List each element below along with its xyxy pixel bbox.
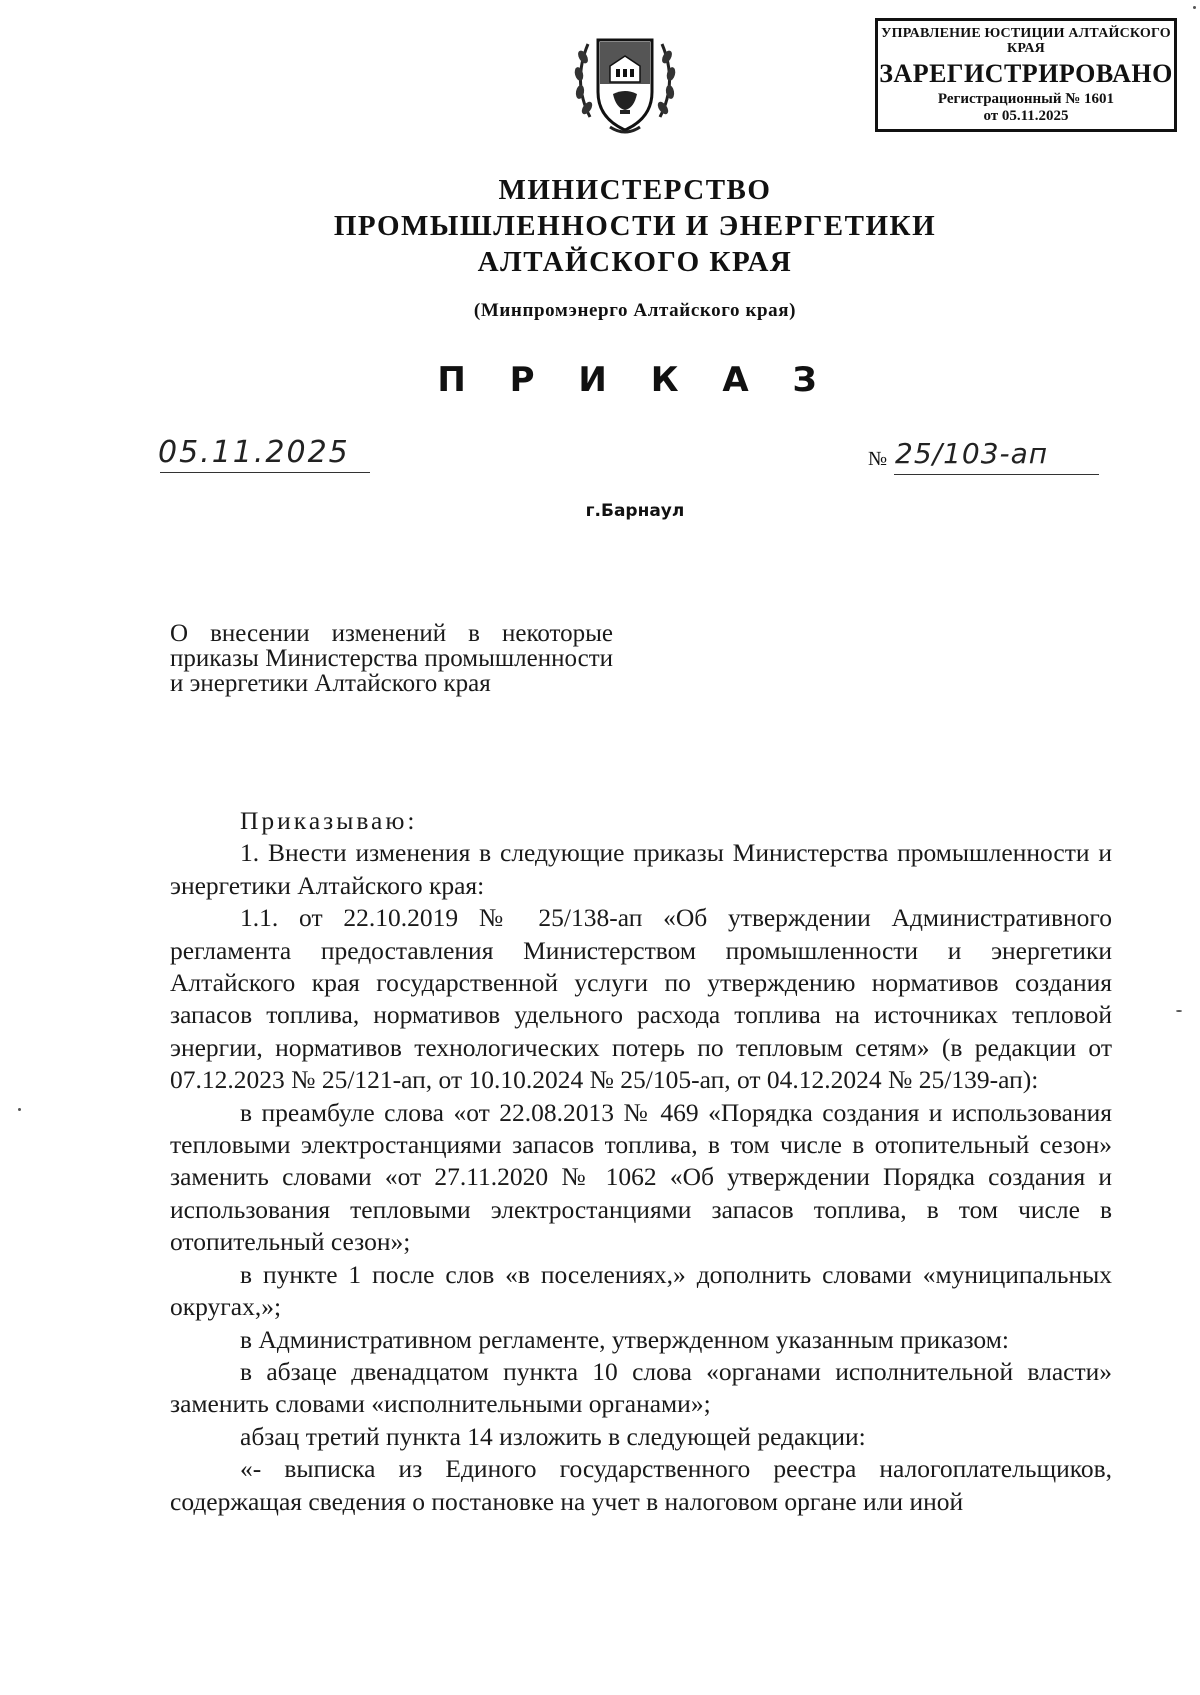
date-underline [160, 472, 370, 473]
document-subject: О внесении изменений в некоторые приказы Министерства промышленности и энергетики Алтайского края [170, 620, 613, 697]
body-paragraph: 1.1. от 22.10.2019 № 25/138-ап «Об утверждении Административного регламента предоставления Министерством промышленности и энергетики Алтайского края государственной услуги по утверждению нормативов создания запасов топлива, нормативов удельного расхода топлива на источниках тепловой энергии, нормативов технологических потерь по тепловым сетям» (в редакции от 07.12.2023 № 25/121-ап, от 10.10.2024 № 25/105-ап, от 04.12.2024 № 25/139-ап): [170, 903, 1112, 1095]
scan-speck [18, 1108, 21, 1111]
scan-speck [1193, 6, 1196, 9]
stamp-reg-date: от 05.11.2025 [983, 108, 1069, 125]
stamp-status: ЗАРЕГИСТРИРОВАНО [879, 59, 1173, 89]
scan-speck [1176, 1010, 1182, 1012]
number-underline [894, 474, 1099, 475]
body-paragraph: в Административном регламенте, утвержденном указанным приказом: [240, 1324, 1009, 1354]
ministry-line-3: АЛТАЙСКОГО КРАЯ [477, 246, 793, 278]
body-paragraph: «- выписка из Единого государственного реестра налогоплательщиков, содержащая сведения о постановке на учет в налоговом органе или иной [170, 1454, 1112, 1516]
document-number: 25/103-ап [895, 437, 1049, 470]
body-paragraph: в абзаце двенадцатом пункта 10 слова «органами исполнительной власти» заменить словами «исполнительными органами»; [170, 1356, 1112, 1419]
registration-stamp [875, 18, 1177, 132]
ministry-short-name: (Минпромэнерго Алтайского края) [473, 300, 797, 321]
number-label: № [868, 448, 888, 470]
document-type-title: П Р И К А З [437, 360, 833, 400]
ministry-line-1: МИНИСТЕРСТВО [498, 174, 772, 206]
body-paragraph: 1. Внести изменения в следующие приказы Министерства промышленности и энергетики Алтайского края: [170, 838, 1112, 900]
document-city: г.Барнаул [585, 501, 685, 521]
body-paragraph: в пункте 1 после слов «в поселениях,» дополнить словами «муниципальных округах,»; [170, 1259, 1112, 1322]
order-word: Приказываю: [240, 806, 418, 835]
body-paragraph: абзац третий пункта 14 изложить в следующей редакции: [240, 1421, 866, 1451]
ministry-line-2: ПРОМЫШЛЕННОСТИ И ЭНЕРГЕТИКИ [333, 210, 937, 242]
stamp-org: УПРАВЛЕНИЕ ЮСТИЦИИ АЛТАЙСКОГО КРАЯ [881, 26, 1171, 56]
coat-of-arms-icon [570, 22, 680, 142]
body-paragraph: в преамбуле слова «от 22.08.2013 № 469 «Порядка создания и использования тепловыми электростанциями запасов топлива, в том числе в отопительный сезон» заменить словами «от 27.11.2020 № 1062 «Об утверждении Порядка создания и использования тепловыми электростанциями запасов топлива, в том числе в отопительный сезон»; [170, 1097, 1112, 1257]
document-body [170, 805, 1112, 1518]
document-date: 05.11.2025 [158, 435, 350, 470]
ministry-name [200, 172, 1070, 280]
stamp-reg-number: Регистрационный № 1601 [937, 90, 1115, 107]
